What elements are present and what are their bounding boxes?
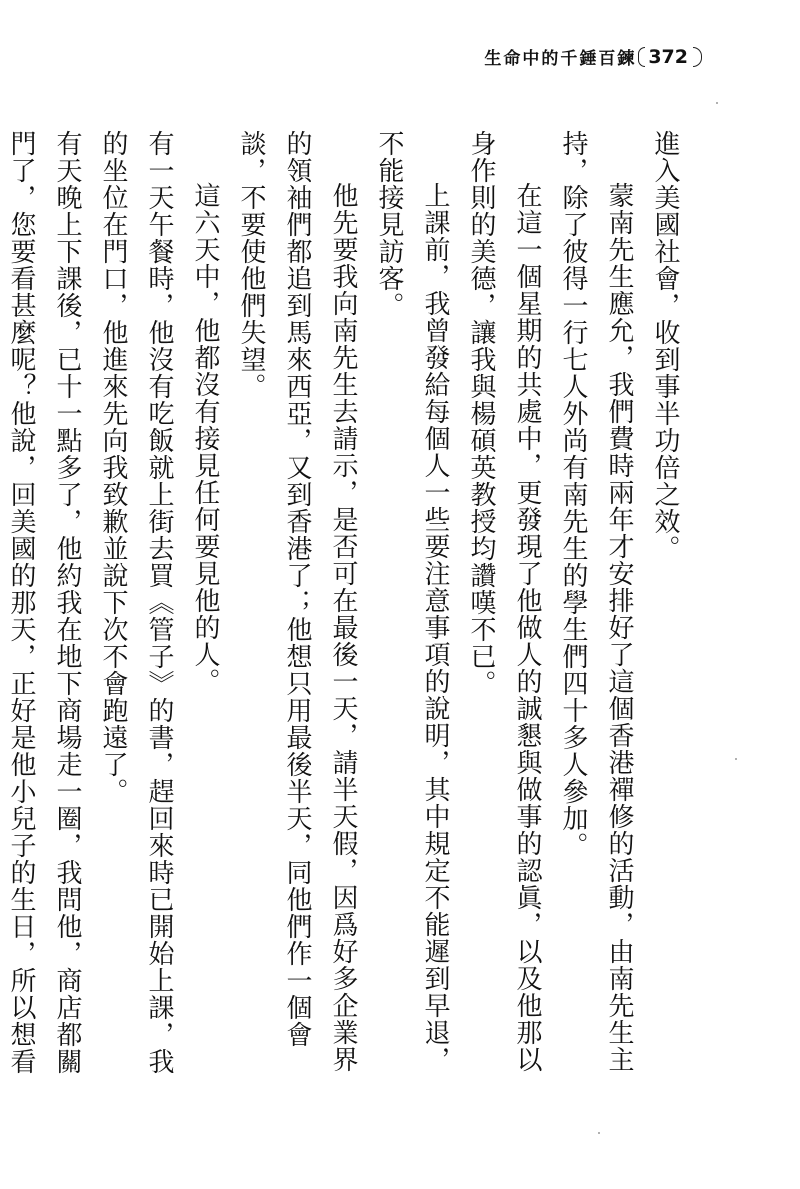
paper-speck bbox=[598, 1132, 600, 1134]
paper-speck bbox=[716, 102, 718, 104]
paragraph: 在這一個星期的共處中，更發現了他做人的誠懇與做事的認眞，以及他那以身作則的美德，讓我與楊碩英教授均讚嘆不已。 bbox=[466, 130, 542, 1073]
paragraph: 有一天午餐時，他沒有吃飯就上街去買《管子》的書，趕回來時已開始上課，我的坐位在門口，他進來先向我致歉並說下次不會跑遠了。 bbox=[98, 130, 174, 1075]
paragraph: 有天晚上下課後，已十一點多了，他約我在地下商場走一圈，我問他，商店都關門了，您要看甚麼呢？他說，回美國的那天，正好是他小兒子的生日，所以想看 bbox=[6, 130, 82, 1075]
paragraph: 這六天中，他都沒有接見任何要見他的人。 bbox=[190, 182, 220, 695]
body-text bbox=[0, 130, 688, 1090]
page-number: 372 bbox=[644, 46, 700, 68]
paper-speck bbox=[735, 758, 737, 760]
running-header bbox=[484, 44, 700, 69]
paragraph: 進入美國社會，收到事半功倍之效。 bbox=[650, 130, 680, 562]
paragraph: 蒙南先生應允，我們費時兩年才安排好了這個香港禪修的活動，由南先生主持，除了彼得一行七人外尚有南先生的學生們四十多人參加。 bbox=[558, 130, 634, 1073]
book-title: 生命中的千錘百鍊 bbox=[484, 49, 637, 69]
paragraph: 他先要我向南先生去請示，是否可在最後一天，請半天假，因爲好多企業界的領袖們都追到馬來西亞，又到香港了；他想只用最後半天，同他們作一個會談，不要使他們失望。 bbox=[236, 130, 358, 1073]
paragraph: 上課前，我曾發給每個人一些要注意事項的說明，其中規定不能遲到早退，不能接見訪客。 bbox=[374, 130, 450, 1073]
